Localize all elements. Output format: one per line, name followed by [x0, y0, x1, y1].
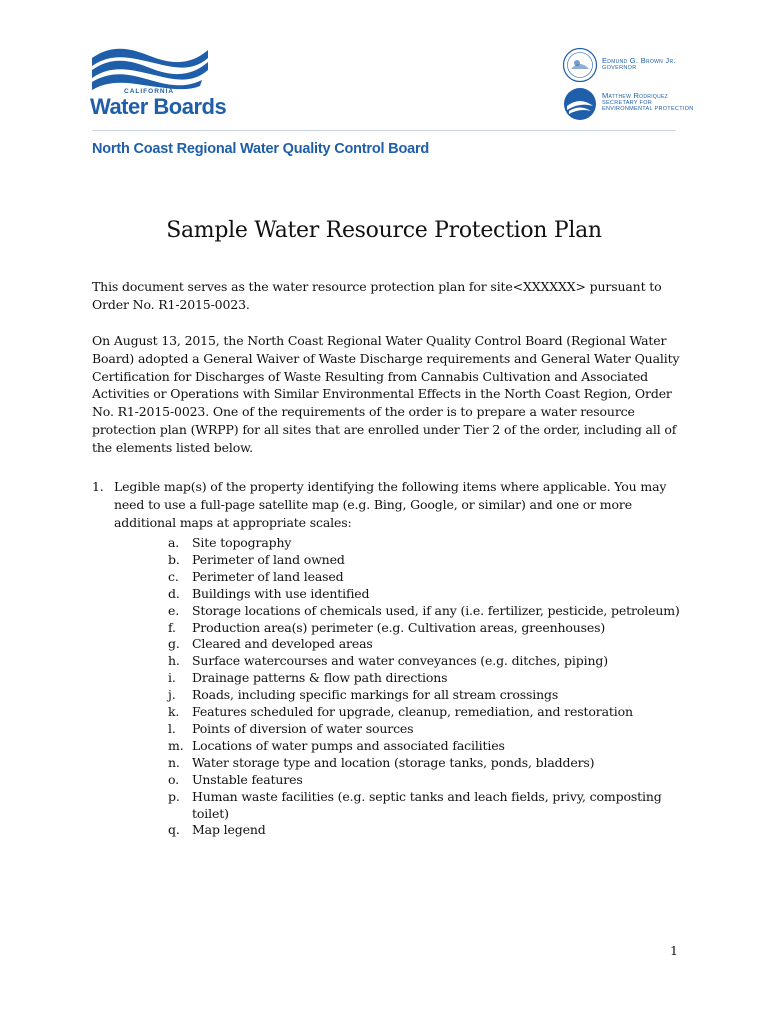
sub-item-letter: m. — [168, 737, 184, 753]
sub-item-text: Cleared and developed areas — [192, 636, 373, 652]
sub-item-text: Water storage type and location (storage tanks, ponds, bladders) — [192, 754, 595, 770]
list-item — [168, 687, 683, 704]
sub-item-letter: p. — [168, 788, 180, 804]
sub-item-letter: b. — [168, 551, 180, 567]
secretary-title-line2: ENVIRONMENTAL PROTECTION — [602, 106, 694, 112]
list-item — [168, 653, 683, 670]
list-item — [168, 586, 683, 603]
logo-name-text: Water Boards — [90, 94, 227, 119]
sub-item-text: Storage locations of chemicals used, if any (i.e. fertilizer, pesticide, petroleum) — [192, 602, 680, 618]
sub-item-letter: n. — [168, 754, 180, 770]
calepa-logo-icon — [562, 86, 598, 122]
list-item — [168, 755, 683, 772]
sub-item-text: Buildings with use identified — [192, 585, 370, 601]
sub-item-text: Surface watercourses and water conveyances (e.g. ditches, piping) — [192, 653, 608, 669]
california-seal-icon — [562, 47, 598, 83]
list-item — [168, 772, 683, 789]
intro-paragraph: This document serves as the water resource protection plan for site<XXXXXX> pursuant to Order No. R1-2015-0023. — [92, 279, 662, 312]
secretary-name: Matthew Rodriquez — [602, 91, 668, 100]
list-item — [168, 535, 683, 552]
page-number: 1 — [670, 943, 678, 958]
sub-item-text: Features scheduled for upgrade, cleanup, remediation, and restoration — [192, 704, 633, 720]
sub-item-text: Locations of water pumps and associated facilities — [192, 737, 505, 753]
list-item — [168, 670, 683, 687]
sub-item-text: Drainage patterns & flow path directions — [192, 670, 448, 686]
sub-item-letter: g. — [168, 636, 180, 652]
governor-name: Edmund G. Brown Jr. — [602, 56, 676, 65]
document-title: Sample Water Resource Protection Plan — [166, 218, 602, 243]
governor-title: GOVERNOR — [602, 65, 637, 71]
list-item — [168, 721, 683, 738]
governor-block — [602, 56, 676, 71]
sub-item-letter: k. — [168, 704, 180, 720]
sub-item-text: Site topography — [192, 535, 292, 550]
header-divider — [92, 130, 676, 131]
list-item-1 — [92, 478, 682, 531]
logo-state-text: CALIFORNIA — [124, 88, 175, 95]
map-items-sublist — [168, 535, 683, 839]
sub-item-letter: f. — [168, 619, 176, 635]
sub-item-text: Human waste facilities (e.g. septic tanks and leach fields, privy, composting toilet) — [192, 788, 662, 821]
background-paragraph: On August 13, 2015, the North Coast Regional Water Quality Control Board (Regional Water Board) adopted a General Waiver of Waste Discharge requirements and General Water Quality Certification for Discharges of Waste Resulting from Cannabis Cultivation and Associated Activities or Operations with Similar Environmental Effects in the North Coast Region, Order No. R1-2015-0023. One of the requirements of the order is to prepare a water resource protection plan (WRPP) for all sites that are enrolled under Tier 2 of the order, including all of the elements listed below. — [92, 333, 680, 455]
secretary-block — [602, 91, 694, 112]
list-item — [168, 636, 683, 653]
sub-item-letter: l. — [168, 720, 176, 736]
sub-item-letter: q. — [168, 822, 180, 838]
list-item-text: Legible map(s) of the property identifying the following items where applicable. You may need to use a full-page satellite map (e.g. Bing, Google, or similar) and one or more additional maps at appropriate scales: — [114, 479, 667, 530]
sub-item-letter: a. — [168, 535, 180, 550]
sub-item-letter: h. — [168, 653, 180, 669]
list-item — [168, 569, 683, 586]
list-item-number: 1. — [92, 479, 104, 494]
list-item — [168, 603, 683, 620]
waves-icon — [90, 44, 210, 92]
sub-item-letter: j. — [168, 687, 176, 703]
sub-item-text: Perimeter of land owned — [192, 551, 345, 567]
secretary-title-line1: SECRETARY FOR — [602, 100, 653, 106]
sub-item-letter: c. — [168, 568, 179, 584]
list-item — [168, 822, 683, 839]
list-item — [168, 789, 683, 823]
sub-item-text: Roads, including specific markings for all stream crossings — [192, 687, 559, 703]
sub-item-letter: e. — [168, 602, 180, 618]
sub-item-text: Unstable features — [192, 771, 303, 787]
list-item — [168, 738, 683, 755]
sub-item-letter: o. — [168, 771, 179, 787]
sub-item-letter: i. — [168, 670, 176, 686]
list-item — [168, 620, 683, 637]
board-name: North Coast Regional Water Quality Control Board — [92, 141, 430, 157]
sub-item-text: Map legend — [192, 822, 266, 838]
sub-item-letter: d. — [168, 585, 180, 601]
sub-item-text: Perimeter of land leased — [192, 568, 344, 584]
water-boards-logo — [90, 44, 227, 122]
list-item — [168, 704, 683, 721]
sub-item-text: Production area(s) perimeter (e.g. Cultivation areas, greenhouses) — [192, 619, 606, 635]
list-item — [168, 552, 683, 569]
sub-item-text: Points of diversion of water sources — [192, 720, 414, 736]
